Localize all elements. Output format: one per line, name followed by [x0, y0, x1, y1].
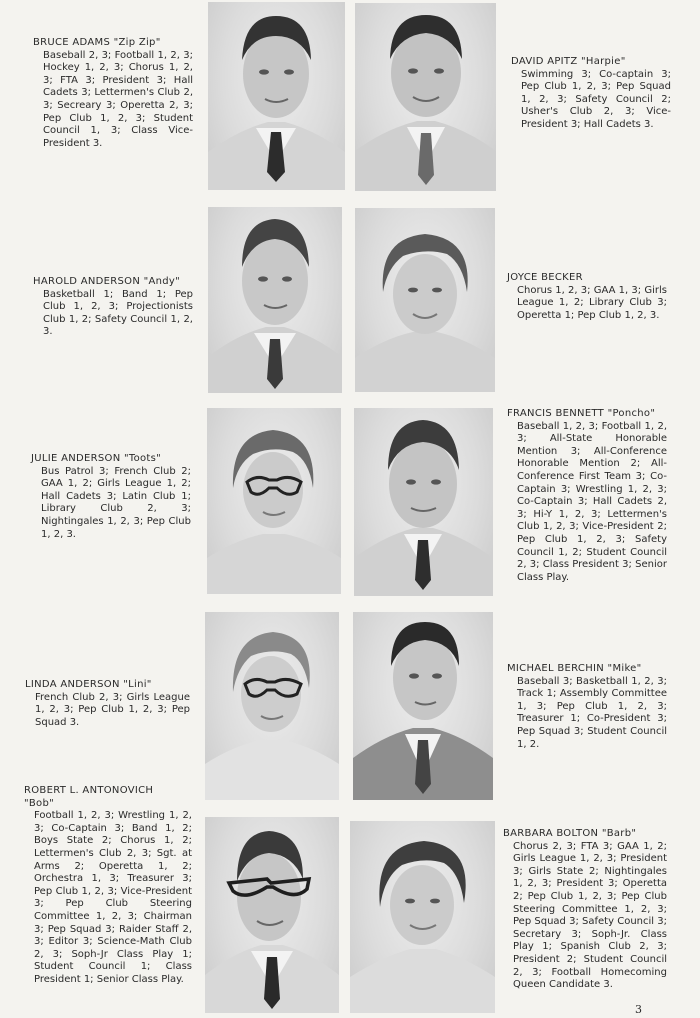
student-name: DAVID APITZ [511, 56, 578, 67]
student-entry-michael-berchin [507, 663, 667, 751]
student-activities: Baseball 1, 2, 3; Football 1, 2, 3; All-State Honorable Mention 3; All-Conference Honorable Mention 2; All-Conference First Team 3; Co-Captain 3; Wrestling 1, 2, 3; Co-Captain 3; Hall Cadets 2, 3; Hi-Y 1, 2, 3; Lettermen's Club 1, 2, 3; Vice-President 2; Pep Club 1, 2, 3; Safety Council 1, 2; Student Council 2, 3; Class President 3; Senior Class Play. [517, 420, 667, 583]
student-nickname: "Toots" [123, 453, 162, 464]
portrait-photo-harold-anderson [208, 207, 342, 393]
student-nickname: "Lini" [123, 679, 152, 690]
portrait-photo-francis-bennett [354, 408, 493, 596]
student-activities: French Club 2, 3; Girls League 1, 2, 3; Pep Club 1, 2, 3; Pep Squad 3. [35, 691, 190, 728]
portrait-photo-barbara-bolton [350, 821, 495, 1013]
student-entry-julie-anderson [31, 453, 191, 541]
portrait-photo-bruce-adams [208, 2, 345, 190]
student-nickname: "Barb" [601, 828, 637, 839]
student-nickname: "Harpie" [580, 56, 626, 67]
student-activities: Baseball 3; Basketball 1, 2, 3; Track 1; Assembly Committee 1, 3; Pep Club 1, 2, 3; Treasurer 1; Co-President 3; Pep Squad 3; Student Council 1, 2. [517, 675, 667, 750]
portrait-photo-michael-berchin [353, 612, 493, 800]
student-entry-barbara-bolton [503, 828, 667, 992]
portrait-photo-julie-anderson [207, 408, 341, 594]
student-entry-joyce-becker [507, 272, 667, 322]
student-entry-david-apitz [511, 56, 671, 132]
portrait-photo-david-apitz [355, 3, 496, 191]
portrait-photo-joyce-becker [355, 208, 495, 392]
page-number: 3 [635, 1003, 642, 1016]
student-name: MICHAEL BERCHIN [507, 663, 605, 674]
student-entry-robert-antonovich [24, 785, 192, 987]
student-activities: Chorus 2, 3; FTA 3; GAA 1, 2; Girls League 1, 2, 3; President 3; Girls State 2; Nightingales 1, 2, 3; President 3; Operetta 2; Pep Club 1, 2, 3; Pep Club Steering Committee 1, 2, 3; Pep Squad 3; Safety Council 3; Secretary 3; Soph-Jr. Class Play 1; Spanish Club 2, 3; President 2; Student Council 2, 3; Football Homecoming Queen Candidate 3. [513, 840, 667, 991]
student-activities: Basketball 1; Band 1; Pep Club 1, 2, 3; Projectionists Club 1, 2; Safety Council 1, 2, 3. [43, 288, 193, 338]
student-nickname: "Zip Zip" [113, 37, 161, 48]
student-name: BARBARA BOLTON [503, 828, 599, 839]
portrait-photo-linda-anderson [205, 612, 339, 800]
student-name: HAROLD ANDERSON [33, 276, 141, 287]
student-nickname: "Mike" [607, 663, 642, 674]
student-entry-francis-bennett [507, 408, 667, 584]
student-nickname: "Poncho" [607, 408, 656, 419]
student-entry-harold-anderson [33, 276, 193, 339]
student-name: BRUCE ADAMS [33, 37, 111, 48]
student-nickname: "Andy" [143, 276, 181, 287]
student-nickname: "Bob" [24, 797, 55, 809]
portrait-photo-robert-antonovich [205, 817, 339, 1013]
student-activities: Bus Patrol 3; French Club 2; GAA 1, 2; Girls League 1, 2; Hall Cadets 3; Latin Club 1; Library Club 2, 3; Nightingales 1, 2, 3; Pep Club 1, 2, 3. [41, 465, 191, 540]
student-name: JULIE ANDERSON [31, 453, 121, 464]
student-name: JOYCE BECKER [507, 272, 583, 283]
student-activities: Swimming 3; Co-captain 3; Pep Club 1, 2, 3; Pep Squad 1, 2, 3; Safety Council 2; Usher's Club 2, 3; Vice-President 3; Hall Cadets 3. [521, 68, 671, 130]
student-activities: Chorus 1, 2, 3; GAA 1, 3; Girls League 1, 2; Library Club 3; Operetta 1; Pep Club 1, 2, 3. [517, 284, 667, 321]
student-name: FRANCIS BENNETT [507, 408, 605, 419]
student-name: LINDA ANDERSON [25, 679, 120, 690]
student-entry-linda-anderson [25, 679, 190, 729]
student-entry-bruce-adams [33, 37, 193, 150]
student-activities: Football 1, 2, 3; Wrestling 1, 2, 3; Co-Captain 3; Band 1, 2; Boys State 2; Chorus 1, 2; Lettermen's Club 2, 3; Sgt. at Arms 2; Operetta 1, 2; Orchestra 1, 3; Treasurer 3; Pep Club 1, 2, 3; Vice-President 3; Pep Club Steering Committee 1, 2, 3; Chairman 3; Pep Squad 3; Raider Staff 2, 3; Editor 3; Science-Math Club 2, 3; Soph-Jr Class Play 1; Student Council 1; Class President 1; Senior Class Play. [34, 810, 192, 985]
student-name: ROBERT L. ANTONOVICH [24, 785, 154, 796]
student-activities: Baseball 2, 3; Football 1, 2, 3; Hockey 1, 2, 3; Chorus 1, 2, 3; FTA 3; President 3; Hall Cadets 3; Lettermen's Club 2, 3; Secreary 3; Operetta 2, 3; Pep Club 1, 2, 3; Student Council 1, 3; Class Vice-President 3. [43, 49, 193, 149]
